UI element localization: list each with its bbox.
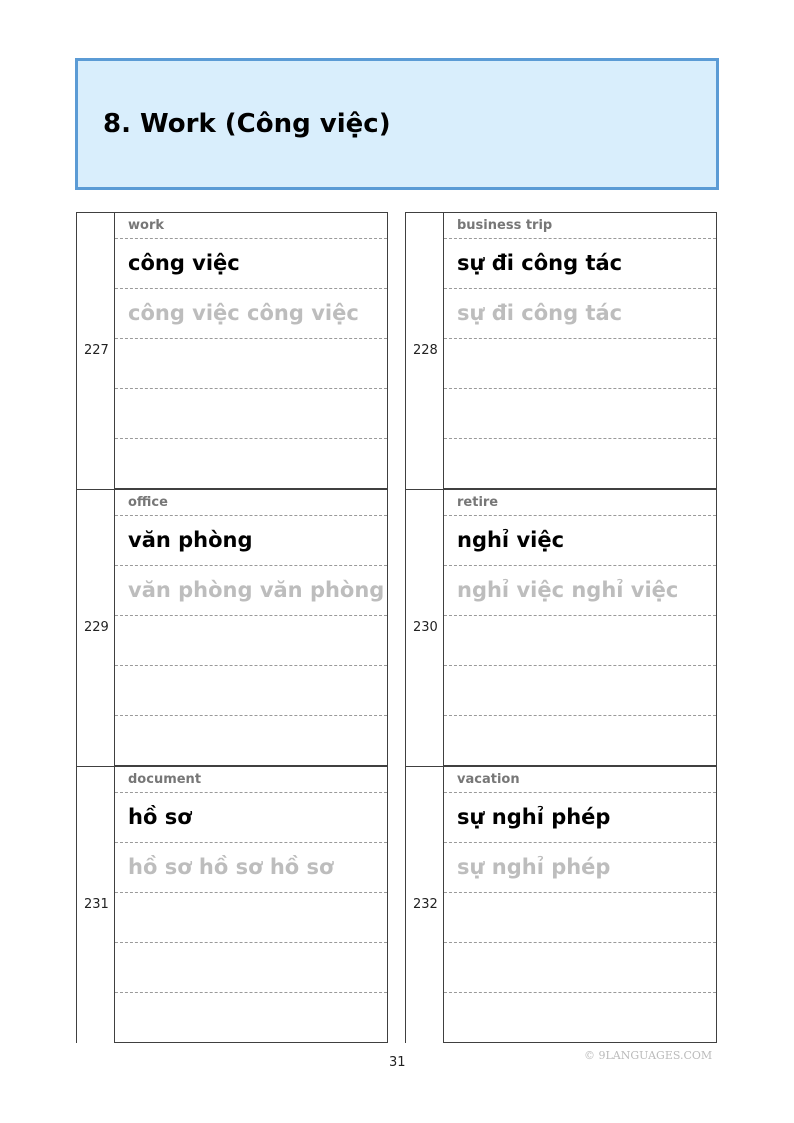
english-word: business trip [457,218,553,233]
vocab-card [405,489,717,766]
english-row [444,490,716,516]
word-column [115,213,388,489]
word-column [444,490,717,766]
vietnamese-row [444,516,716,566]
vietnamese-row [115,239,387,289]
vocab-card [76,766,388,1043]
practice-line [115,943,387,993]
card-number: 230 [413,620,438,635]
trace-row [115,566,387,616]
vietnamese-word: nghỉ việc [457,528,565,552]
practice-line [444,616,716,666]
trace-text: văn phòng văn phòng [128,578,385,602]
practice-line [444,943,716,993]
practice-line [444,389,716,439]
word-column [115,767,388,1043]
number-column [405,490,444,766]
english-row [444,767,716,793]
english-row [115,767,387,793]
practice-line [115,666,387,716]
practice-line [115,616,387,666]
english-row [115,490,387,516]
trace-row [444,289,716,339]
english-word: work [128,218,164,233]
english-row [444,213,716,239]
practice-line [115,893,387,943]
vietnamese-row [115,516,387,566]
trace-text: sự đi công tác [457,301,623,325]
english-word: office [128,495,168,510]
practice-line [444,993,716,1043]
page-number: 31 [389,1055,406,1070]
practice-line [444,716,716,766]
practice-line [115,339,387,389]
card-number: 231 [84,897,109,912]
trace-row [444,843,716,893]
card-number: 232 [413,897,438,912]
card-number: 229 [84,620,109,635]
vocab-card [405,766,717,1043]
vietnamese-word: sự nghỉ phép [457,805,611,829]
vietnamese-word: công việc [128,251,240,275]
number-column [405,767,444,1043]
page-title: 8. Work (Công việc) [103,109,391,139]
vietnamese-word: sự đi công tác [457,251,623,275]
vocab-card [76,212,388,489]
trace-row [115,289,387,339]
card-number: 227 [84,343,109,358]
vietnamese-row [115,793,387,843]
trace-text: công việc công việc [128,301,359,325]
card-number: 228 [413,343,438,358]
vietnamese-word: văn phòng [128,528,253,552]
practice-line [115,993,387,1043]
vocab-card [405,212,717,489]
vietnamese-row [444,239,716,289]
number-column [76,490,115,766]
english-word: retire [457,495,499,510]
practice-line [115,439,387,489]
practice-line [115,716,387,766]
number-column [405,213,444,489]
trace-row [115,843,387,893]
practice-line [444,893,716,943]
vietnamese-word: hồ sơ [128,805,192,829]
title-box [75,58,719,190]
english-row [115,213,387,239]
number-column [76,767,115,1043]
number-column [76,213,115,489]
practice-line [444,439,716,489]
word-column [115,490,388,766]
practice-line [444,339,716,389]
english-word: document [128,772,202,787]
word-column [444,213,717,489]
trace-text: nghỉ việc nghỉ việc [457,578,679,602]
vietnamese-row [444,793,716,843]
word-column [444,767,717,1043]
practice-line [115,389,387,439]
practice-line [444,666,716,716]
trace-text: hồ sơ hồ sơ hồ sơ [128,855,334,879]
trace-row [444,566,716,616]
vocab-card [76,489,388,766]
copyright-notice: © 9LANGUAGES.COM [584,1049,713,1062]
english-word: vacation [457,772,520,787]
trace-text: sự nghỉ phép [457,855,611,879]
